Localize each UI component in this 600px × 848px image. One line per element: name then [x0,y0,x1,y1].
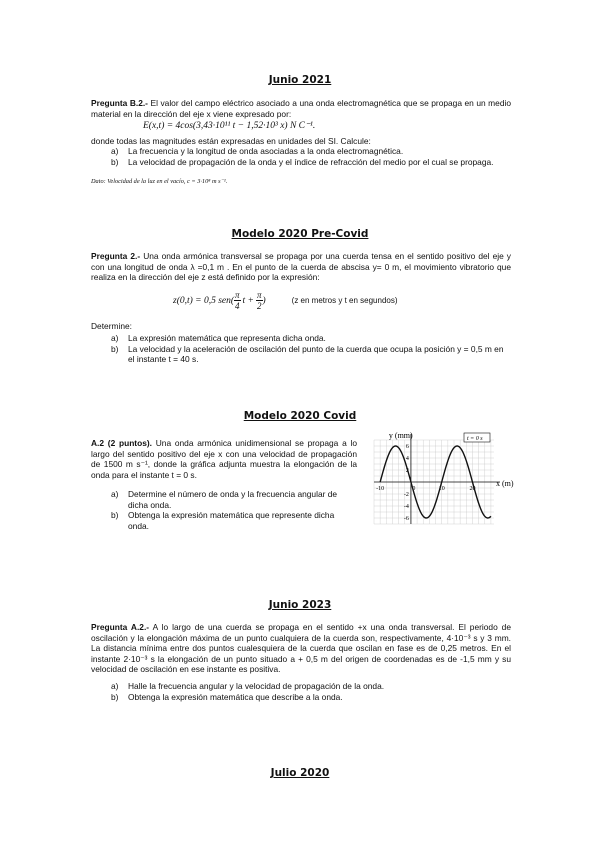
list-item: a) Determine el número de onda y la frecuencia angular de dicha onda. [111,489,338,510]
equation-z: z(0,t) = 0,5 sen( $\frac{\pi}{4}$ t + $\frac{\pi}{2}$ ) (z en metros y t en segundos) [173,290,398,311]
list-item: b) La velocidad y la aceleración de oscilación del punto de la cuerda que ocupa la posición y = 0,5 m en el instante t = 40 s. [111,343,504,365]
y-tick-label: -6 [403,516,409,522]
x-tick-label: 10 [438,486,445,492]
legend-label: t = 0 s [467,436,483,442]
list-item: a) La frecuencia y la longitud de onda asociadas a la onda electromagnética. [111,146,404,156]
x-tick-label: 0 [412,486,416,492]
list-item: b) Obtenga la expresión matemática que describe a la onda. [111,691,343,702]
y-tick-label: 2 [405,468,409,474]
section-title-junio-2021: Junio 2021 [268,74,332,86]
question-label: Pregunta 2.- [91,251,141,261]
question-label: Pregunta B.2.- [91,98,148,108]
question-b2-intro [91,98,511,119]
y-tick-label: 6 [405,444,409,450]
question-text: A lo largo de una cuerda se propaga en el sentido +x una onda transversal. El periodo de oscilación y la elongación máxima de un punto cualquiera de la cuerda son, respectivamente, 4·10⁻³ s y 3 mm. La distancia mínima entre dos puntos cualesquiera de la cuerda que oscilan en fase es de 0,25 metros. En el instante 2·10⁻³ s la elongación de un punto situado a + 0,5 m del origen de coordenadas es de -1,5 mm y su velocidad de oscilación en ese instante es positiva. [91,622,511,675]
list-item: a) La expresión matemática que representa dicha onda. [111,333,326,343]
list-item: b) La velocidad de propagación de la onda y el índice de refracción del medio por el cual se propaga. [111,156,494,167]
question-a2-2023-intro [91,622,511,675]
section-title-modelo-2020-pre-covid: Modelo 2020 Pre-Covid [231,228,369,240]
question-a2-intro [91,438,357,480]
section-title-modelo-2020-covid: Modelo 2020 Covid [243,410,357,422]
dato-note: Dato: Velocidad de la luz en el vacío, c = 3·10⁸ m s⁻¹. [91,178,228,185]
question-2-intro [91,251,511,283]
question-items [111,146,511,167]
question-label: Pregunta A.2.- [91,622,150,632]
y-tick-label: -4 [403,504,409,510]
section-title-julio-2020: Julio 2020 [270,767,330,779]
fraction: $\frac{\pi}{2}$ [256,290,262,311]
y-axis-label: y (mm) [388,431,413,440]
y-tick-label: 4 [405,456,409,462]
question-items [111,681,511,702]
list-item: b) Obtenga la expresión matemática que represente dicha onda. [111,510,335,531]
question-items [111,489,357,531]
question-after: donde todas las magnitudes están expresadas en unidades del SI. Calcule: [91,136,371,146]
y-tick-label: -2 [403,492,409,498]
fraction: $\frac{\pi}{4}$ [235,290,240,311]
question-text: El valor del campo eléctrico asociado a una onda electromagnética que se propaga en un medio material en la dirección del eje x viene expresado por: [91,98,511,119]
equation-note: (z en metros y t en segundos) [291,296,398,305]
question-items [111,333,511,365]
wave-chart [360,430,514,535]
x-tick-label: -10 [376,486,385,492]
x-axis-label: x (m) [496,479,514,488]
question-after: Determine: [91,321,132,331]
chart-ticks [376,444,475,522]
equation-electric-field: E(x,t) = 4cos(3,43·10¹¹ t − 1,52·10³ x) N C⁻¹. [143,121,316,131]
question-text: Una onda armónica transversal se propaga por una cuerda tensa en el sentido positivo del eje y con una longitud de onda λ =0,1 m . En el punto de la cuerda de abscisa y= 0 m, el movimiento vibratorio que realiza en la dirección del eje z está definido por la expresión: [91,251,511,283]
list-item: a) Halle la frecuencia angular y la velocidad de propagación de la onda. [111,681,385,691]
section-title-junio-2023: Junio 2023 [268,599,332,611]
question-text: Una onda armónica unidimensional se propaga a lo largo del sentido positivo del eje x con una velocidad de propagación de 1500 m s⁻¹, donde la gráfica adjunta muestra la elongación de la onda para el instante t = 0 s. [91,438,358,480]
x-tick-label: 20 [469,486,476,492]
question-label: A.2 (2 puntos). [91,438,152,448]
